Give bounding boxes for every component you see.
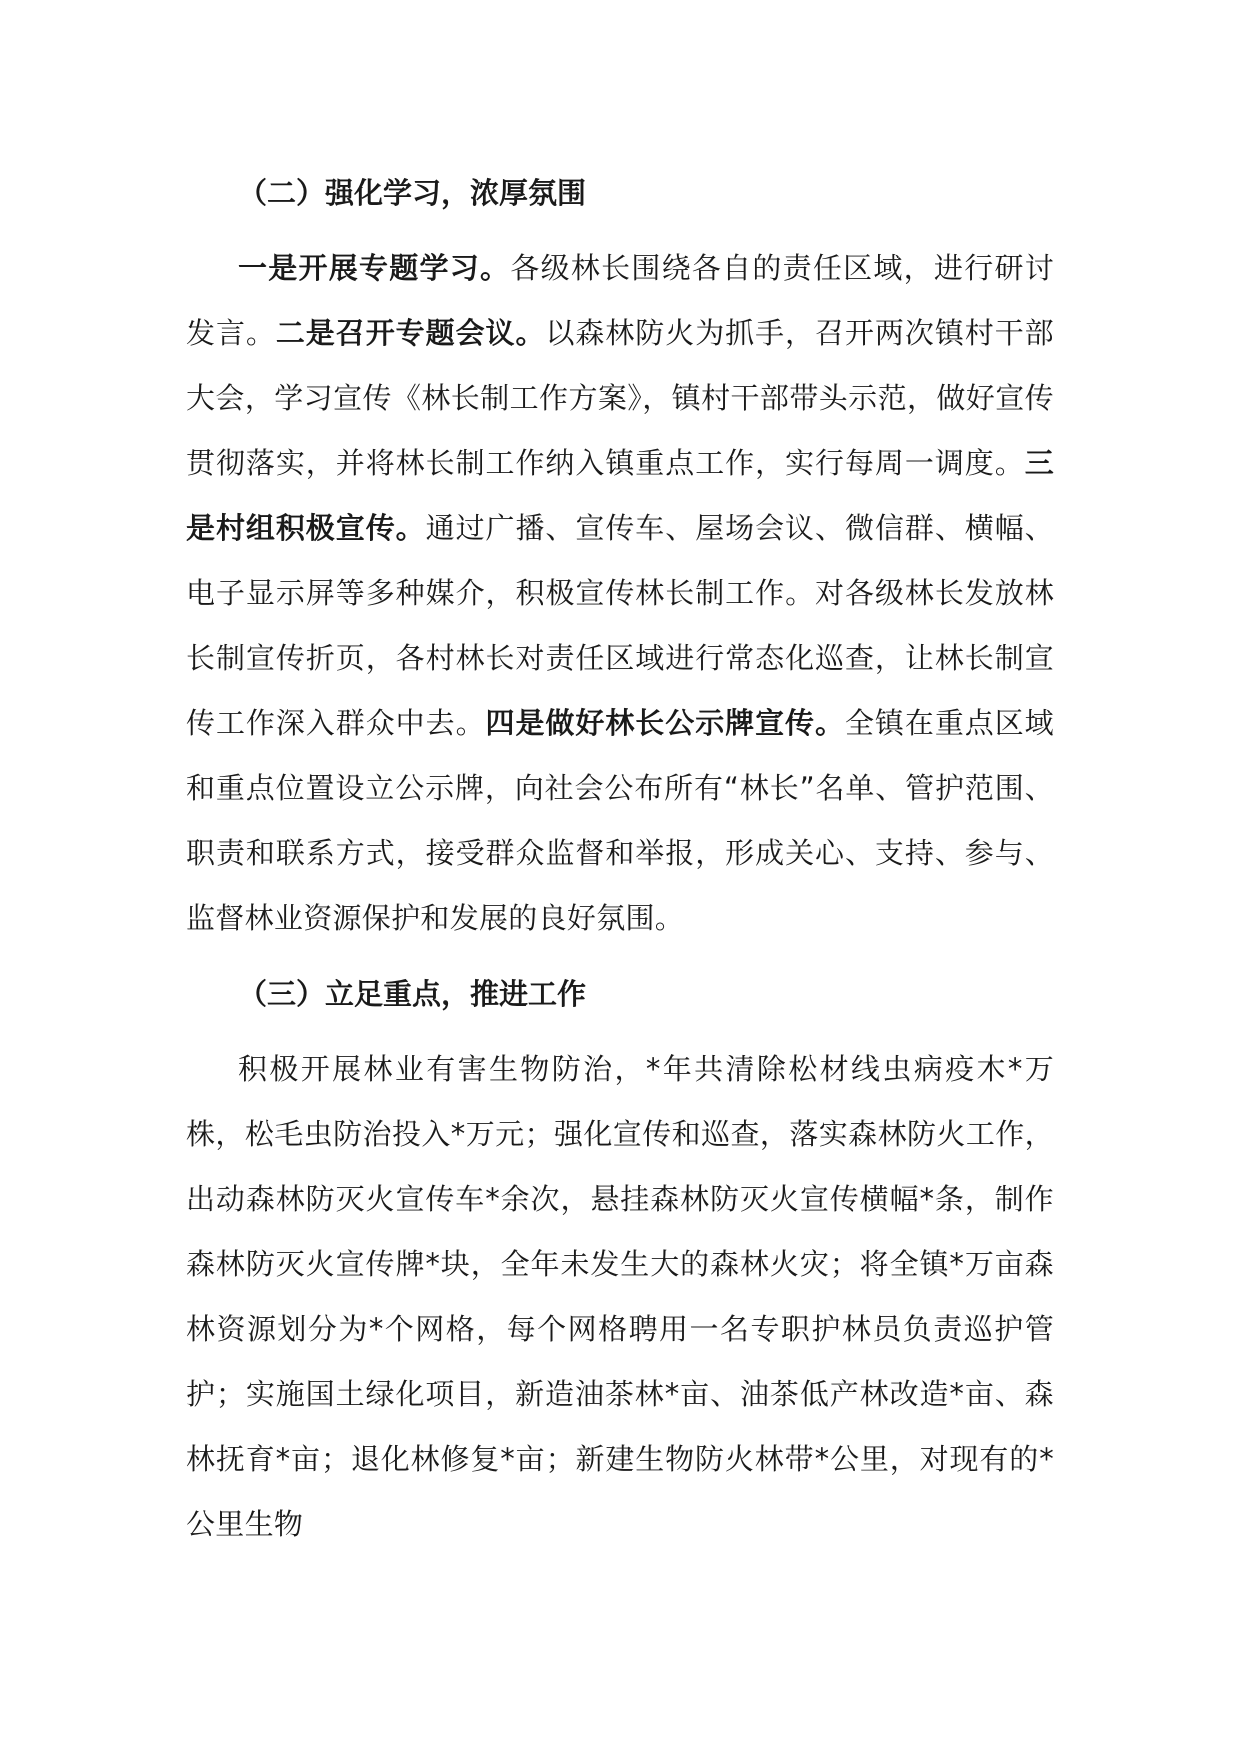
document-page xyxy=(186,160,1054,1557)
point-4-text: 全镇在重点区域和重点位置设立公示牌，向社会公布所有“林长”名单、管护范围、职责和联系方式，接受群众监督和举报，形成关心、支持、参与、监督林业资源保护和发展的良好氛围。 xyxy=(186,706,1054,935)
point-3-text: 通过广播、宣传车、屋场会议、微信群、横幅、电子显示屏等多种媒介，积极宣传林长制工作。对各级林长发放林长制宣传折页，各村林长对责任区域进行常态化巡查，让林长制宣传工作深入群众中去。 xyxy=(186,511,1054,740)
section-heading-2: （二）强化学习，浓厚氛围 xyxy=(238,176,587,210)
point-1-text: 各级林长围绕各自的责任区域，进行研讨发言。 xyxy=(186,251,1055,350)
point-2-lead: 二是召开专题会议。 xyxy=(275,316,546,350)
point-4-lead: 四是做好林长公示牌宣传。 xyxy=(485,706,845,740)
point-2-text: 以森林防火为抓手，召开两次镇村干部大会，学习宣传《林长制工作方案》，镇村干部带头示范，做好宣传贯彻落实，并将林长制工作纳入镇重点工作，实行每周一调度。 xyxy=(186,316,1054,480)
section-2-paragraph xyxy=(186,236,1054,951)
point-3-lead: 三是村组积极宣传。 xyxy=(186,446,1054,545)
section-3-paragraph: 积极开展林业有害生物防治，*年共清除松材线虫病疫木*万株，松毛虫防治投入*万元；强化宣传和巡查，落实森林防火工作，出动森林防灭火宣传车*余次，悬挂森林防灭火宣传横幅*条，制作森林防灭火宣传牌*块，全年未发生大的森林火灾；将全镇*万亩森林资源划分为*个网格，每个网格聘用一名专职护林员负责巡护管护；实施国土绿化项目，新造油茶林*亩、油茶低产林改造*亩、森林抚育*亩；退化林修复*亩；新建生物防火林带*公里，对现有的*公里生物 xyxy=(186,1052,1054,1541)
point-1-lead: 一是开展专题学习。 xyxy=(238,251,511,285)
section-heading-3: （三）立足重点，推进工作 xyxy=(238,977,587,1011)
